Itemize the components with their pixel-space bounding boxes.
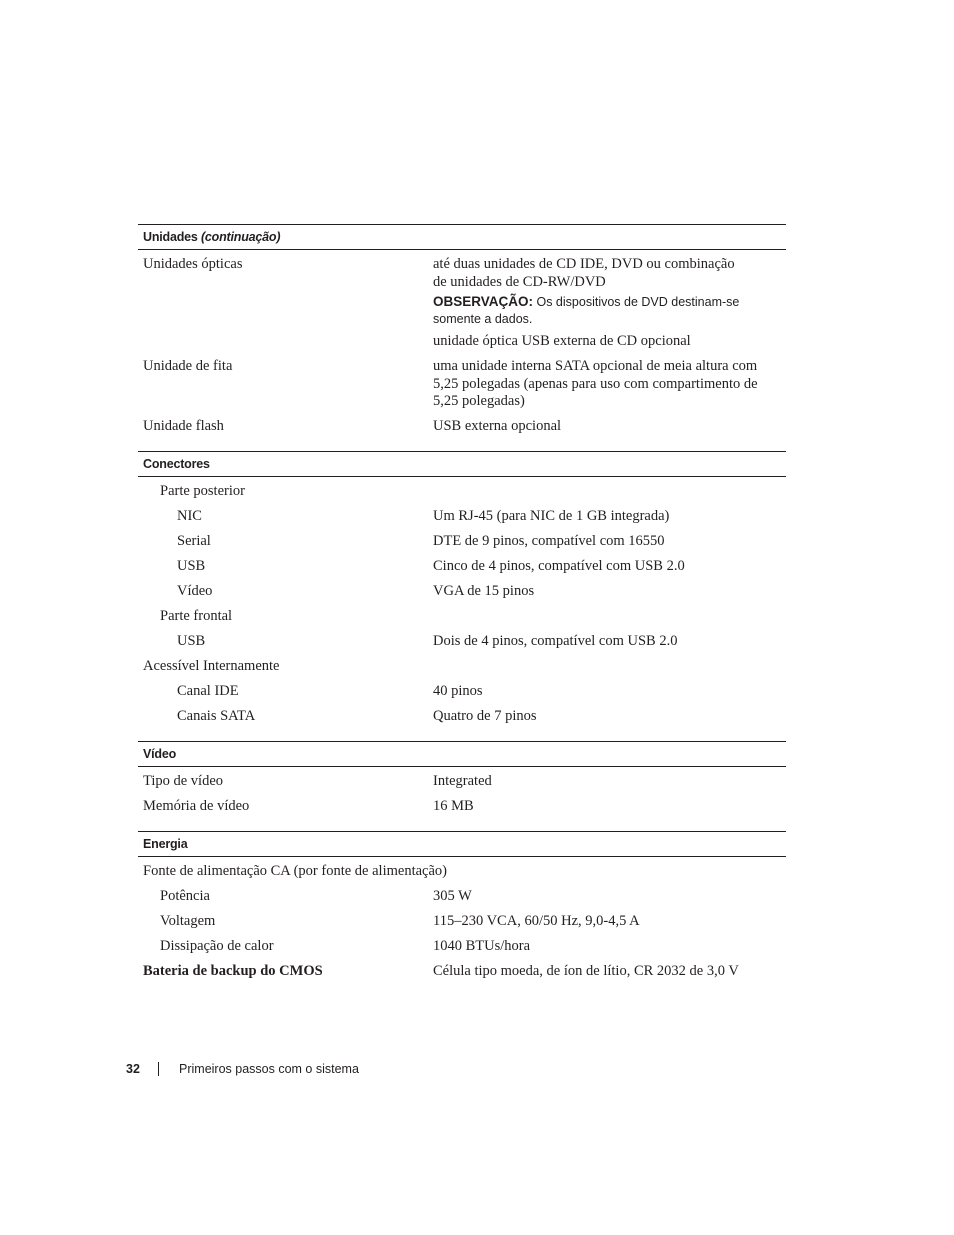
- section-header-power: [138, 831, 786, 857]
- spec-value-line: uma unidade interna SATA opcional de meia altura com: [433, 358, 758, 374]
- spec-value: 16 MB: [433, 798, 474, 814]
- section-title: Conectores: [143, 457, 210, 471]
- spec-row: [138, 794, 786, 819]
- section-header-connectors: [138, 451, 786, 477]
- section-title: Vídeo: [143, 747, 177, 761]
- note-text: somente a dados.: [433, 312, 533, 326]
- spec-row: [138, 529, 786, 554]
- note-text: Os dispositivos de DVD destinam-se: [533, 295, 740, 309]
- spec-label: Unidade de fita: [143, 358, 233, 374]
- footer-divider: [158, 1062, 159, 1076]
- spec-value-line: 5,25 polegadas (apenas para uso com compartimento de: [433, 375, 758, 392]
- section-body-power: [138, 857, 786, 996]
- spec-row: [138, 769, 786, 794]
- spec-label: Unidade flash: [143, 418, 224, 434]
- spec-value: Um RJ-45 (para NIC de 1 GB integrada): [433, 508, 670, 524]
- spec-value-line: até duas unidades de CD IDE, DVD ou combinação: [433, 256, 735, 272]
- spec-row: [138, 554, 786, 579]
- spec-value: [433, 358, 786, 411]
- spec-label: Tipo de vídeo: [143, 773, 224, 789]
- section-title: Energia: [143, 837, 188, 851]
- spec-label: USB: [177, 558, 206, 574]
- spec-label: Vídeo: [177, 583, 213, 599]
- spec-row: [138, 704, 786, 729]
- spec-row: [138, 252, 786, 354]
- spec-value-line: de unidades de CD-RW/DVD: [433, 273, 606, 290]
- spec-row: [138, 959, 786, 984]
- spec-value: 115–230 VCA, 60/50 Hz, 9,0-4,5 A: [433, 913, 640, 929]
- spec-value: [433, 658, 786, 676]
- spec-label: Parte frontal: [160, 608, 233, 624]
- section-body-video: [138, 767, 786, 831]
- spec-label: Voltagem: [160, 913, 216, 929]
- spec-label: Parte posterior: [160, 483, 245, 499]
- spec-row: [138, 629, 786, 654]
- spec-value: Integrated: [433, 773, 492, 789]
- spec-value: Célula tipo moeda, de íon de lítio, CR 2032 de 3,0 V: [433, 963, 739, 979]
- spec-value: [433, 256, 786, 351]
- spec-row: [138, 934, 786, 959]
- spec-row: [138, 859, 786, 884]
- section-body-drives: [138, 250, 786, 451]
- footer-title: Primeiros passos com o sistema: [179, 1062, 359, 1076]
- section-title: Unidades: [143, 230, 198, 244]
- spec-row: [138, 654, 786, 679]
- spec-label: Canais SATA: [177, 708, 256, 724]
- section-header-video: [138, 741, 786, 767]
- spec-label: NIC: [177, 508, 202, 524]
- note: [433, 293, 766, 328]
- spec-label: Fonte de alimentação CA (por fonte de alimentação): [143, 863, 447, 879]
- spec-row: [138, 354, 786, 414]
- spec-label: USB: [177, 633, 206, 649]
- spec-label: Acessível Internamente: [143, 658, 280, 674]
- spec-label: Serial: [177, 533, 211, 549]
- spec-row: [138, 579, 786, 604]
- spec-value: Cinco de 4 pinos, compatível com USB 2.0: [433, 558, 685, 574]
- spec-value: DTE de 9 pinos, compatível com 16550: [433, 533, 665, 549]
- spec-row: [138, 479, 786, 504]
- spec-row: [138, 884, 786, 909]
- spec-label: Canal IDE: [177, 683, 239, 699]
- spec-value: Dois de 4 pinos, compatível com USB 2.0: [433, 633, 678, 649]
- spec-value: Quatro de 7 pinos: [433, 708, 537, 724]
- section-header-drives: [138, 224, 786, 250]
- spec-row: [138, 504, 786, 529]
- spec-value: [433, 608, 786, 626]
- spec-value-line: unidade óptica USB externa de CD opcional: [433, 333, 691, 349]
- spec-label: Memória de vídeo: [143, 798, 250, 814]
- note-label: OBSERVAÇÃO:: [433, 294, 534, 309]
- spec-value: 305 W: [433, 888, 472, 904]
- specifications-table: [138, 224, 786, 996]
- section-title-suffix: (continuação): [200, 230, 281, 244]
- section-body-connectors: [138, 477, 786, 741]
- spec-row: [138, 909, 786, 934]
- spec-row: [138, 604, 786, 629]
- spec-row: [138, 414, 786, 439]
- page-footer: [126, 1062, 359, 1076]
- spec-value-line: 5,25 polegadas): [433, 393, 525, 409]
- spec-value: [433, 483, 786, 501]
- spec-value: USB externa opcional: [433, 418, 562, 434]
- spec-value: 40 pinos: [433, 683, 483, 699]
- spec-value: 1040 BTUs/hora: [433, 938, 531, 954]
- spec-label: Unidades ópticas: [143, 256, 243, 272]
- page-number: 32: [126, 1062, 140, 1076]
- spec-label: Bateria de backup do CMOS: [143, 963, 323, 979]
- spec-label: Potência: [160, 888, 210, 904]
- spec-row: [138, 679, 786, 704]
- spec-label: Dissipação de calor: [160, 938, 274, 954]
- spec-value: VGA de 15 pinos: [433, 583, 535, 599]
